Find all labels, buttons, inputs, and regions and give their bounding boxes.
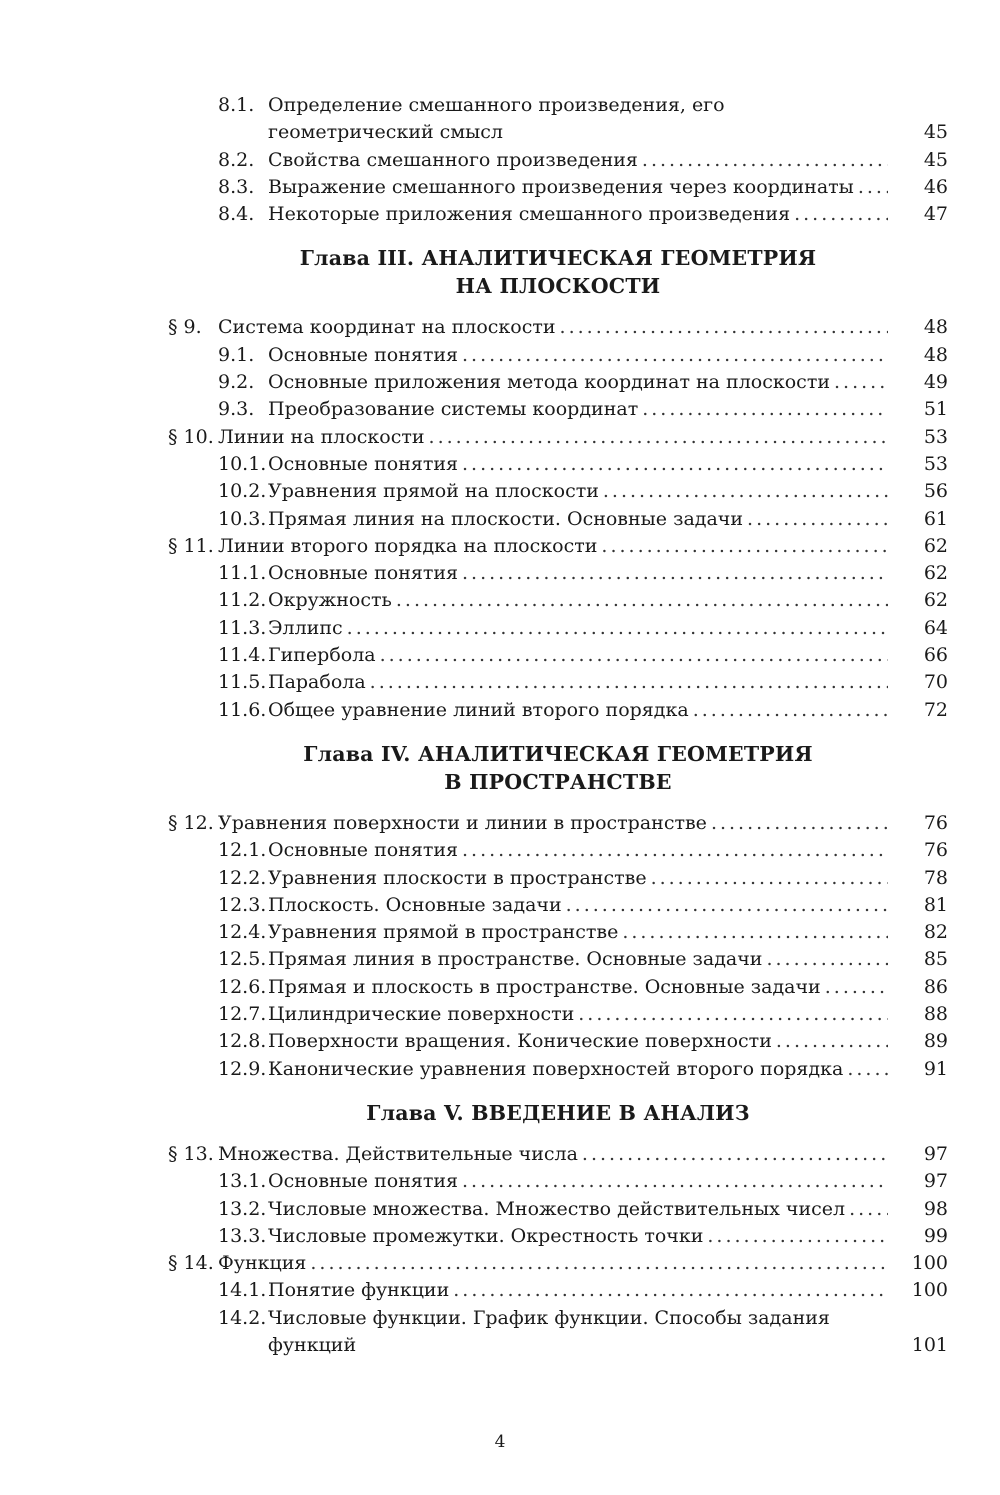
dot-leader [794,201,888,228]
toc-entry[interactable] [168,865,948,892]
toc-section[interactable] [168,314,948,341]
entry-number: 11.4. [218,644,267,667]
entry-title: Преобразование системы координат [268,398,639,421]
toc-entry[interactable] [168,837,948,864]
entry-title: Свойства смешанного произведения [268,148,638,171]
toc-entry[interactable] [168,1223,948,1250]
page-number: 4 [494,1432,506,1452]
entry-page: 82 [923,921,948,944]
entry-number: 10.3. [218,507,267,530]
entry-number: 11.6. [218,698,267,721]
entry-number: 14.2. [218,1306,267,1329]
entry-title: Числовые функции. График функции. Способы задания функций [268,1306,830,1356]
toc-entry[interactable] [168,92,948,147]
entry-number: 13.3. [218,1224,267,1247]
chapter-title-line1: Глава V. ВВЕДЕНИЕ В АНАЛИЗ [366,1100,750,1125]
dot-leader [776,1028,888,1055]
entry-page: 89 [923,1030,948,1053]
entry-title: Эллипс [268,616,343,639]
dot-leader [622,919,888,946]
chapter-heading [168,244,948,300]
entry-title: Основные приложения метода координат на плоскости [268,371,830,394]
dot-leader [462,342,888,369]
entry-number: 8.3. [218,175,255,198]
entry-page: 98 [923,1197,948,1220]
entry-page: 53 [923,425,948,448]
chapter-title-line1: Глава III. АНАЛИТИЧЕСКАЯ ГЕОМЕТРИЯ [299,246,817,271]
entry-number: 9.1. [218,343,255,366]
entry-page: 48 [923,316,948,339]
entry-page: 76 [923,811,948,834]
entry-title: Прямая линия в пространстве. Основные задачи [268,948,763,971]
entry-title: Уравнения плоскости в пространстве [268,866,647,889]
entry-page: 81 [923,893,948,916]
toc-entry[interactable] [168,451,948,478]
chapter-heading [168,740,948,796]
entry-number: 11.1. [218,562,267,585]
toc-entry[interactable] [168,396,948,423]
entry-page: 48 [923,343,948,366]
toc-entry[interactable] [168,946,948,973]
entry-number: 8.1. [218,94,255,116]
entry-number: 12.5. [218,948,267,971]
dot-leader [380,642,888,669]
dot-leader [453,1277,888,1304]
toc-entry[interactable] [168,1196,948,1223]
entry-title: Определение смешанного произведения, его геометрический смысл [268,94,725,144]
entry-number: 10.1. [218,452,267,475]
dot-leader [582,1141,888,1168]
toc-entries-group [168,1141,948,1359]
entry-page: 46 [923,175,948,198]
entry-page: 47 [923,203,948,226]
entry-title: Основные понятия [268,343,458,366]
chapter-heading [168,1099,948,1127]
toc-entry[interactable] [168,697,948,724]
dot-leader [766,946,888,973]
entry-title: Цилиндрические поверхности [268,1003,575,1026]
section-number: § 10. [168,425,214,448]
entry-page: 62 [923,534,948,557]
dot-leader [560,314,888,341]
toc-entry[interactable] [168,506,948,533]
toc-entry[interactable] [168,201,948,228]
dot-leader [642,396,888,423]
dot-leader [642,147,888,174]
entry-number: 12.7. [218,1003,267,1026]
toc-entry[interactable] [168,1056,948,1083]
entry-number: 12.2. [218,866,267,889]
entry-number: 11.2. [218,589,267,612]
toc-entry[interactable] [168,892,948,919]
entry-number: 8.2. [218,148,255,171]
entry-title: Числовые промежутки. Окрестность точки [268,1224,704,1247]
dot-leader [370,669,888,696]
entry-number: 8.4. [218,203,255,226]
entry-title: Основные понятия [268,839,458,862]
toc-section[interactable] [168,1141,948,1168]
toc-section[interactable] [168,424,948,451]
entry-page: 49 [923,371,948,394]
dot-leader [711,810,888,837]
dot-leader [429,424,888,451]
entry-number: 12.1. [218,839,267,862]
toc-entry[interactable] [168,560,948,587]
dot-leader [578,1001,888,1028]
dot-leader [707,1223,888,1250]
entry-page: 97 [923,1170,948,1193]
entry-page: 100 [911,1252,948,1275]
entry-page: 70 [923,671,948,694]
entry-number: 12.4. [218,921,267,944]
toc-entries-group [168,314,948,723]
chapter-title-line1: Глава IV. АНАЛИТИЧЕСКАЯ ГЕОМЕТРИЯ [303,741,813,766]
section-title: Функция [218,1252,307,1275]
toc-section[interactable] [168,533,948,560]
dot-leader [747,506,888,533]
entry-page: 100 [911,1279,948,1302]
entry-number: 9.2. [218,371,255,394]
entry-number: 11.5. [218,671,267,694]
entry-title: Прямая линия на плоскости. Основные задачи [268,507,744,530]
entry-title: Уравнения прямой в пространстве [268,921,619,944]
toc-entry[interactable] [168,342,948,369]
toc-entry[interactable] [168,147,948,174]
entry-title: Уравнения прямой на плоскости [268,480,599,503]
toc-entry[interactable] [168,1168,948,1195]
toc-entry[interactable] [168,1277,948,1304]
entry-title: Канонические уравнения поверхностей второго порядка [268,1057,844,1080]
entry-page: 45 [923,148,948,171]
entry-number: 12.9. [218,1057,267,1080]
dot-leader [462,837,888,864]
toc-entry[interactable] [168,974,948,1001]
entry-title: Гипербола [268,644,376,667]
entry-title: Окружность [268,589,392,612]
dot-leader [462,451,888,478]
dot-leader [462,560,888,587]
entry-title: Прямая и плоскость в пространстве. Основные задачи [268,975,821,998]
entry-page: 101 [911,1333,948,1356]
entry-number: 12.6. [218,975,267,998]
section-title: Линии на плоскости [218,425,425,448]
entry-number: 14.1. [218,1279,267,1302]
entry-number: 13.2. [218,1197,267,1220]
toc-entries-group [168,810,948,1083]
toc-entry[interactable] [168,919,948,946]
entry-number: 13.1. [218,1170,267,1193]
dot-leader [847,1056,888,1083]
entry-page: 78 [923,866,948,889]
entry-page: 45 [923,121,948,144]
entry-page: 62 [923,562,948,585]
dot-leader [834,369,888,396]
toc-entry[interactable] [168,642,948,669]
entry-number: 12.3. [218,893,267,916]
toc-entry[interactable] [168,615,948,642]
entry-page: 66 [923,644,948,667]
section-number: § 12. [168,811,214,834]
dot-leader [462,1168,888,1195]
entry-title: Общее уравнение линий второго порядка [268,698,689,721]
entry-page: 97 [923,1142,948,1165]
entry-page: 76 [923,839,948,862]
section-number: § 9. [168,316,202,339]
entry-page: 62 [923,589,948,612]
dot-leader [693,697,888,724]
dot-leader [651,865,888,892]
dot-leader [601,533,888,560]
entry-page: 72 [923,698,948,721]
section-title: Система координат на плоскости [218,316,556,339]
entry-page: 85 [923,948,948,971]
dot-leader [310,1250,888,1277]
toc-entry[interactable] [168,587,948,614]
entry-page: 51 [923,398,948,421]
entry-title: Числовые множества. Множество действительных чисел [268,1197,846,1220]
toc-entry[interactable] [168,1028,948,1055]
section-title: Множества. Действительные числа [218,1142,578,1165]
dot-leader [347,615,888,642]
entry-page: 56 [923,480,948,503]
entry-title: Основные понятия [268,562,458,585]
entry-title: Основные понятия [268,1170,458,1193]
entry-title: Основные понятия [268,452,458,475]
entry-number: 12.8. [218,1030,267,1053]
toc-entry[interactable] [168,174,948,201]
toc-page [168,92,948,1359]
entry-title: Парабола [268,671,366,694]
toc-entries-group [168,92,948,228]
entry-number: 11.3. [218,616,267,639]
section-title: Линии второго порядка на плоскости [218,534,598,557]
dot-leader [849,1196,888,1223]
toc-section[interactable] [168,1250,948,1277]
dot-leader [603,478,888,505]
section-number: § 11. [168,534,214,557]
entry-title: Плоскость. Основные задачи [268,893,562,916]
section-title: Уравнения поверхности и линии в пространстве [218,811,707,834]
entry-page: 88 [923,1003,948,1026]
entry-page: 64 [923,616,948,639]
entry-page: 86 [923,975,948,998]
toc-entry[interactable] [168,1305,948,1360]
dot-leader [825,974,888,1001]
entry-page: 61 [923,507,948,530]
dot-leader [858,174,888,201]
entry-title: Понятие функции [268,1279,450,1302]
dot-leader [566,892,888,919]
section-number: § 13. [168,1142,214,1165]
chapter-title-line2: НА ПЛОСКОСТИ [455,274,661,299]
toc-section[interactable] [168,810,948,837]
entry-number: 9.3. [218,398,255,421]
toc-entry[interactable] [168,669,948,696]
entry-number: 10.2. [218,480,267,503]
chapter-title-line2: В ПРОСТРАНСТВЕ [444,769,672,794]
toc-entry[interactable] [168,478,948,505]
toc-entry[interactable] [168,369,948,396]
dot-leader [396,587,888,614]
entry-page: 99 [923,1224,948,1247]
entry-page: 91 [923,1057,948,1080]
entry-title: Некоторые приложения смешанного произведения [268,203,791,226]
entry-page: 53 [923,452,948,475]
toc-entry[interactable] [168,1001,948,1028]
section-number: § 14. [168,1252,214,1275]
entry-title: Поверхности вращения. Конические поверхности [268,1030,772,1053]
entry-title: Выражение смешанного произведения через координаты [268,175,854,198]
